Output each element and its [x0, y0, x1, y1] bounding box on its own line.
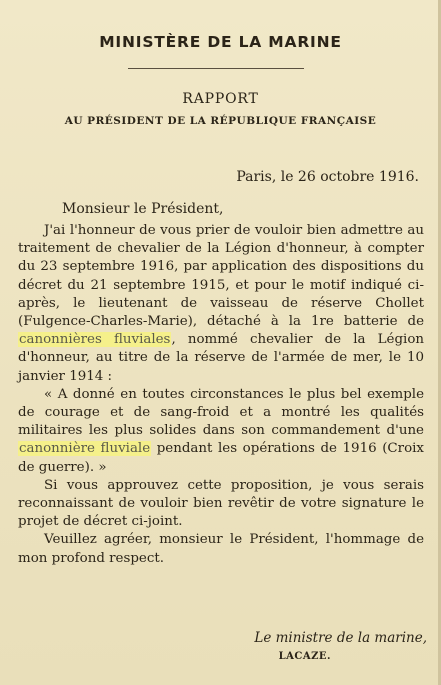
citation-text-1: « A donné en toutes circonstances le plus bel exemple de courage et de sang-froid et a montré les qualités militaires les plus solides dans son commandement d'une: [18, 386, 424, 439]
signature-name: LACAZE.: [278, 651, 331, 662]
salutation: Monsieur le Président,: [62, 201, 224, 217]
report-recipient: AU PRÉSIDENT DE LA RÉPUBLIQUE FRANÇAISE: [64, 115, 377, 127]
paragraph-request-text-1: J'ai l'honneur de vous prier de vouloir bien admettre au traitement de chevalier de la Légion d'honneur, à compter du 23 septembre 1916, par application des dispositions du décret du 21 septembre 1915, et pour le motif indiqué ci-après, le lieutenant de vaisseau de réserve Chollet (Fulgence-Charles-Marie), détaché à la 1re batterie de: [18, 223, 424, 330]
report-body: [18, 222, 424, 568]
paragraph-request-text-2: , nommé chevalier de la Légion d'honneur, au titre de la réserve de l'armée de mer, le 10 janvier 1914 :: [18, 332, 425, 384]
highlighted-term: canonnières fluviales: [19, 332, 171, 348]
report-label: RAPPORT: [182, 91, 259, 107]
paragraph-citation: [18, 386, 424, 477]
paragraph-approval: Si vous approuvez cette proposition, je vous serais reconnaissant de vouloir bien revêtir de votre signature le projet de décret ci-joint.: [18, 477, 424, 530]
paragraph-closing: Veuillez agréer, monsieur le Président, l'hommage de mon profond respect.: [18, 532, 424, 566]
paragraph-request: [18, 222, 424, 386]
citation-text-2: pendant les opérations de 1916 (Croix de guerre). »: [18, 441, 424, 475]
highlighted-term: canonnière fluviale: [19, 441, 151, 457]
signature-title: Le ministre de la marine,: [254, 630, 427, 646]
dateline: Paris, le 26 octobre 1916.: [236, 169, 419, 185]
heading-divider: [128, 68, 304, 69]
ministry-heading: MINISTÈRE DE LA MARINE: [99, 33, 342, 51]
